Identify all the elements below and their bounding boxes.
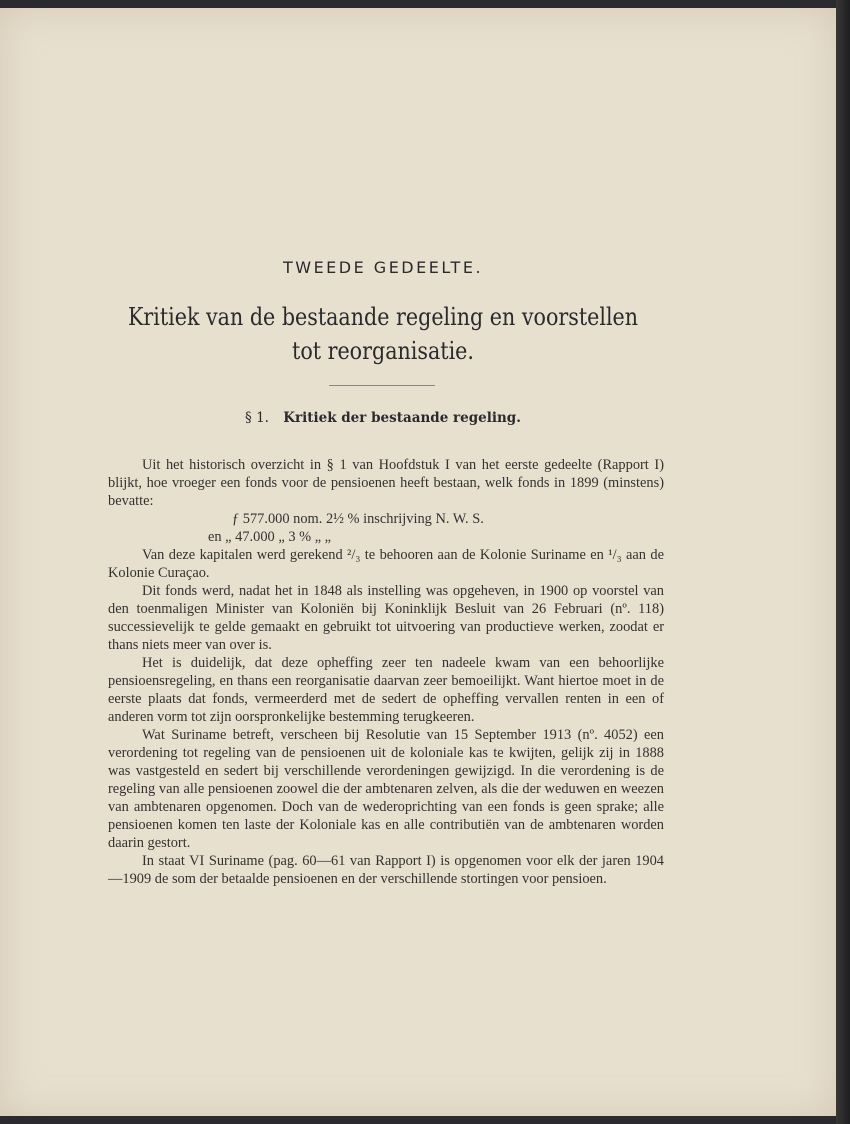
- paragraph: Het is duidelijk, dat deze opheffing zeer ten nadeele kwam van een behoorlijke pensioensregeling, en thans een reorganisatie daarvan zeer bemoeilijkt. Want hiertoe moet in de eerste plaats dat fonds, vermeerderd met de sedert de opheffing vervallen renten in een of anderen vorm tot zijn oorspronkelijke bestemming terugkeeren.: [108, 655, 664, 725]
- page-edge: [836, 0, 850, 1124]
- document-page: [0, 8, 836, 1116]
- title-divider: [329, 385, 435, 386]
- main-title: [54, 300, 713, 368]
- section-number: § 1.: [245, 410, 269, 426]
- holding-line-2: en „ 47.000 „ 3 % „ „: [208, 529, 332, 545]
- part-title: TWEEDE GEDEELTE.: [282, 258, 484, 277]
- paragraph: Uit het historisch overzicht in § 1 van Hoofdstuk I van het eerste gedeelte (Rapport I) blijkt, hoe vroeger een fonds voor de pensioenen heeft bestaan, welk fonds in 1899 (minstens) bevatte:: [108, 457, 664, 509]
- paragraph: Dit fonds werd, nadat het in 1848 als instelling was opgeheven, in 1900 op voorstel van den toenmaligen Minister van Koloniën bij Koninklijk Besluit van 26 Februari (nº. 118) successievelijk te gelde gemaakt en gebruikt tot uitvoering van productieve werken, zoodat er thans niets meer van over is.: [108, 583, 664, 653]
- body-text: [108, 456, 664, 888]
- main-title-line-1: Kritiek van de bestaande regeling en voorstellen: [127, 303, 639, 331]
- holding-line-1: ƒ 577.000 nom. 2½ % inschrijving N. W. S.: [232, 511, 484, 527]
- paragraph: Wat Suriname betreft, verscheen bij Resolutie van 15 September 1913 (nº. 4052) een verordening tot regeling van de pensioenen uit de koloniale kas te kwijten, gelijk zij in 1888 was vastgesteld en sedert bij verschillende verordeningen gewijzigd. In die verordening is de regeling van alle pensioenen zoowel die der ambtenaren zelven, als die der weduwen en weezen van ambtenaren opgenomen. Doch van de wederoprichting van een fonds is geen sprake; alle pensioenen komen ten laste der Koloniale kas en alle contributiën van de ambtenaren worden daarin gestort.: [108, 727, 664, 851]
- paragraph: In staat VI Suriname (pag. 60—61 van Rapport I) is opgenomen voor elk der jaren 1904—1909 de som der betaalde pensioenen en der verschillende stortingen voor pensioen.: [108, 853, 664, 887]
- paragraph: Van deze kapitalen werd gerekend ²/₃ te behooren aan de Kolonie Suriname en ¹/₃ aan de Kolonie Curaçao.: [108, 547, 664, 581]
- section-heading: [0, 410, 766, 426]
- section-title: Kritiek der bestaande regeling.: [283, 410, 521, 426]
- main-title-line-2: tot reorganisatie.: [292, 337, 474, 365]
